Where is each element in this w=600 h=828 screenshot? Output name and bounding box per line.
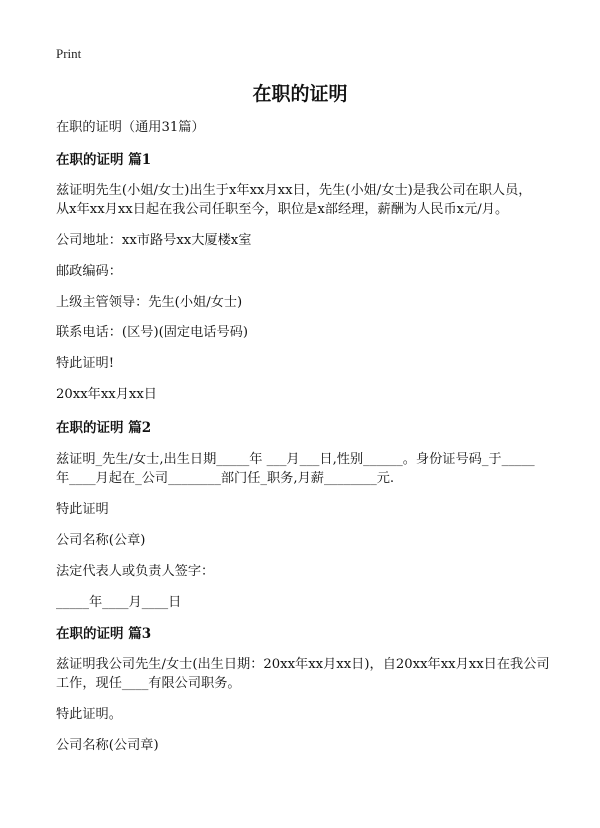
paragraph-line: 法定代表人或负责人签字：: [56, 564, 215, 579]
print-label[interactable]: Print: [56, 46, 82, 61]
paragraph-line: 兹证明先生(小姐/女士)出生于x年xx月xx日，先生(小姐/女士)是我公司在职人员，: [56, 183, 532, 198]
section-heading-1: 在职的证明 篇1: [56, 152, 152, 168]
document-subtitle: 在职的证明（通用31篇）: [56, 120, 205, 135]
paragraph-line: 从x年xx月xx日起在我公司任职至今，职位是x部经理，薪酬为人民币x元/月。: [56, 202, 509, 217]
paragraph-line: 20xx年xx月xx日: [56, 387, 157, 402]
paragraph-line: 邮政编码：: [56, 264, 122, 279]
paragraph-line: _____年____月____日: [56, 595, 182, 610]
paragraph-line: 公司名称(公章): [56, 533, 146, 548]
paragraph-line: 年____月起在_公司________部门任_职务,月薪________元.: [56, 471, 395, 486]
paragraph-line: 上级主管领导：先生(小姐/女士): [56, 295, 243, 310]
document-title: 在职的证明: [252, 83, 348, 105]
section-heading-3: 在职的证明 篇3: [56, 626, 152, 642]
section-heading-2: 在职的证明 篇2: [56, 420, 152, 436]
paragraph-line: 联系电话：(区号)(固定电话号码): [56, 325, 249, 340]
paragraph-line: 公司地址：xx市路号xx大厦楼x室: [56, 233, 252, 248]
paragraph-line: 特此证明!: [56, 356, 115, 371]
paragraph-line: 特此证明。: [56, 707, 122, 722]
paragraph-line: 兹证明_先生/女士,出生日期_____年 ___月___日,性别______。身份证号码_于_____: [56, 452, 535, 467]
paragraph-line: 公司名称(公司章): [56, 738, 159, 753]
paragraph-line: 兹证明我公司先生/女士(出生日期：20xx年xx月xx日)，自20xx年xx月xx日在我公司: [56, 657, 550, 672]
paragraph-line: 工作，现任____有限公司职务。: [56, 676, 241, 691]
paragraph-line: 特此证明: [56, 502, 109, 517]
